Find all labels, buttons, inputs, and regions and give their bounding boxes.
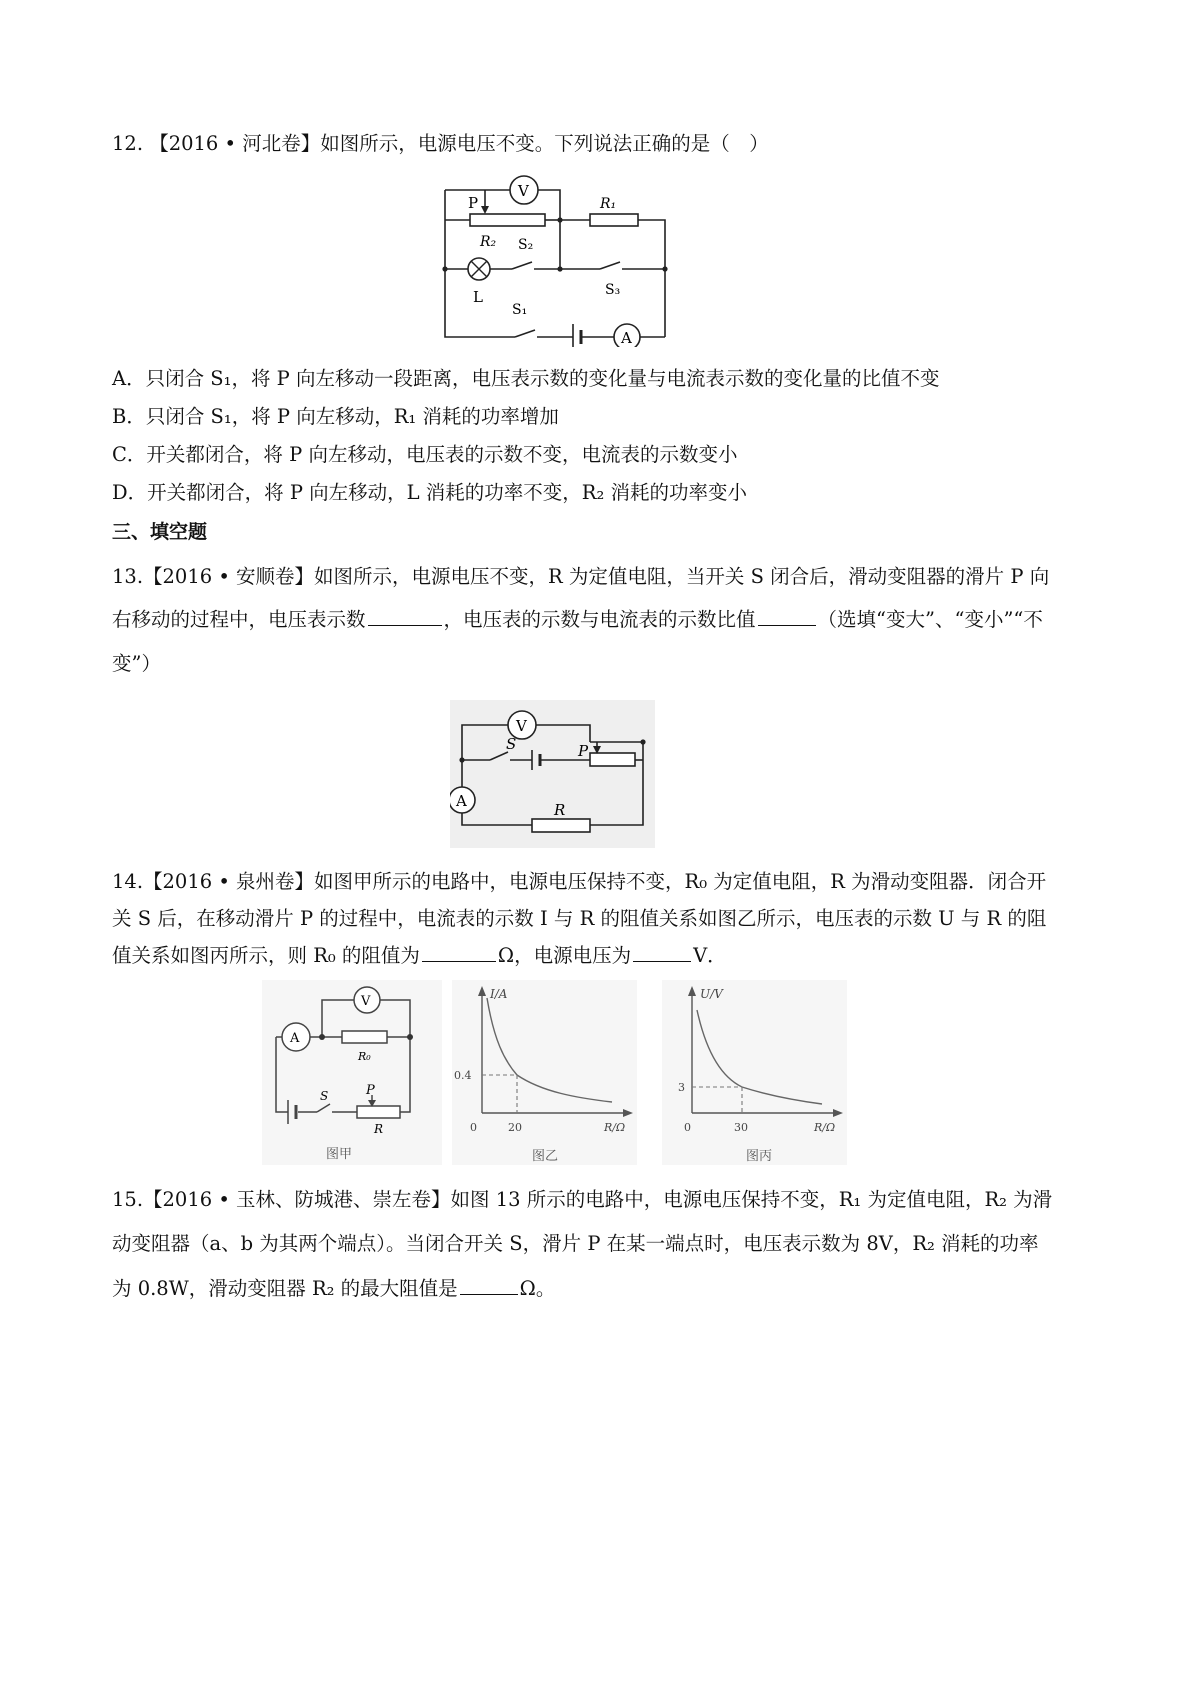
q13-circuit-diagram <box>450 700 655 848</box>
q13-line1: 13.【2016 • 安顺卷】如图所示，电源电压不变，R 为定值电阻，当开关 S 闭合后，滑动变阻器的滑片 P 向 <box>112 565 1050 588</box>
q14-figure-bing-graph <box>662 980 847 1165</box>
q12-ammeter-label: A <box>621 329 632 347</box>
q14-jia-switch-label: S <box>320 1089 329 1103</box>
q15-answer-blank[interactable] <box>460 1276 518 1295</box>
q15-line3-text-b: Ω。 <box>519 1277 556 1300</box>
q12-s2-label: S₂ <box>518 237 534 253</box>
q12-lamp-label: L <box>473 288 483 306</box>
q14-bing-caption: 图丙 <box>746 1149 773 1164</box>
q12-slider-label: P <box>468 194 479 212</box>
q12-s1-label: S₁ <box>512 302 528 318</box>
q14-yi-xtick: 20 <box>508 1121 522 1134</box>
q14-line3-text-b: Ω，电源电压为 <box>497 944 632 967</box>
q15-line2: 动变阻器（a、b 为其两个端点）。当闭合开关 S，滑片 P 在某一端点时，电压表示数为 8V，R₂ 消耗的功率 <box>112 1232 1039 1255</box>
q14-jia-r-label: R <box>374 1122 384 1136</box>
q13-line2-text-c: （选填“变大”、“变小”“不 <box>817 608 1043 631</box>
q14-line3 <box>112 942 727 970</box>
q12-option-c: C．开关都闭合，将 P 向左移动，电压表的示数不变，电流表的示数变小 <box>112 443 738 466</box>
q13-voltmeter-label: V <box>516 717 527 735</box>
q14-yi-ylabel: I/A <box>490 987 508 1001</box>
q14-jia-slider-label: P <box>366 1083 375 1098</box>
q13-line3: 变”） <box>112 652 161 675</box>
q14-bing-origin: 0 <box>684 1121 691 1134</box>
q15-line1: 15.【2016 • 玉林、防城港、崇左卷】如图 13 所示的电路中，电源电压保持不变，R₁ 为定值电阻，R₂ 为滑 <box>112 1188 1053 1211</box>
q13-line2-text-a: 右移动的过程中，电压表示数 <box>112 608 366 631</box>
q14-yi-origin: 0 <box>470 1121 477 1134</box>
q14-figure-jia-circuit <box>262 980 442 1165</box>
q14-answer-blank-2[interactable] <box>633 943 691 962</box>
q14-jia-r0-label: R₀ <box>358 1050 371 1063</box>
q14-jia-caption: 图甲 <box>326 1147 353 1162</box>
q14-bing-xtick: 30 <box>734 1121 748 1134</box>
q14-answer-blank-1[interactable] <box>422 943 496 962</box>
q14-jia-ammeter-label: A <box>290 1031 300 1046</box>
q12-stem: 12. 【2016 • 河北卷】如图所示，电源电压不变。下列说法正确的是（ ） <box>112 132 769 155</box>
section-heading-fill-blank: 三、填空题 <box>112 521 208 543</box>
q12-voltmeter-label: V <box>518 182 529 200</box>
q12-option-a: A．只闭合 S₁，将 P 向左移动一段距离，电压表示数的变化量与电流表示数的变化量的比值不变 <box>112 367 940 390</box>
q14-line3-text-c: V． <box>693 944 727 967</box>
q14-bing-xlabel: R/Ω <box>814 1121 836 1134</box>
q14-yi-ytick: 0.4 <box>454 1069 472 1082</box>
q12-r2-label: R₂ <box>480 234 497 250</box>
q13-line2-text-b: ，电压表的示数与电流表的示数比值 <box>443 608 756 631</box>
q13-answer-blank-2[interactable] <box>758 607 816 626</box>
q13-ammeter-label: A <box>456 792 467 810</box>
q14-bing-ylabel: U/V <box>700 987 723 1001</box>
q15-line3 <box>112 1275 555 1303</box>
q12-s3-label: S₃ <box>605 282 621 298</box>
q13-slider-label: P <box>578 742 589 760</box>
q12-circuit-diagram <box>440 172 680 347</box>
q12-r1-label: R₁ <box>600 196 617 212</box>
q12-option-b: B．只闭合 S₁，将 P 向左移动，R₁ 消耗的功率增加 <box>112 405 559 428</box>
q14-yi-caption: 图乙 <box>532 1149 559 1164</box>
q12-option-d: D．开关都闭合，将 P 向左移动，L 消耗的功率不变，R₂ 消耗的功率变小 <box>112 481 747 504</box>
q14-yi-xlabel: R/Ω <box>604 1121 626 1134</box>
q14-line2: 关 S 后，在移动滑片 P 的过程中，电流表的示数 I 与 R 的阻值关系如图乙所示，电压表的示数 U 与 R 的阻 <box>112 907 1047 930</box>
q14-line1: 14.【2016 • 泉州卷】如图甲所示的电路中，电源电压保持不变，R₀ 为定值电阻，R 为滑动变阻器．闭合开 <box>112 870 1047 893</box>
q13-switch-label: S <box>506 735 517 753</box>
q14-line3-text-a: 值关系如图丙所示，则 R₀ 的阻值为 <box>112 944 420 967</box>
q13-resistor-label: R <box>554 801 566 819</box>
q14-bing-ytick: 3 <box>678 1081 685 1094</box>
q14-jia-voltmeter-label: V <box>361 994 371 1009</box>
q15-line3-text-a: 为 0.8W，滑动变阻器 R₂ 的最大阻值是 <box>112 1277 458 1300</box>
q14-figure-yi-graph <box>452 980 637 1165</box>
q13-line2 <box>112 606 1043 634</box>
q13-answer-blank-1[interactable] <box>368 607 442 626</box>
